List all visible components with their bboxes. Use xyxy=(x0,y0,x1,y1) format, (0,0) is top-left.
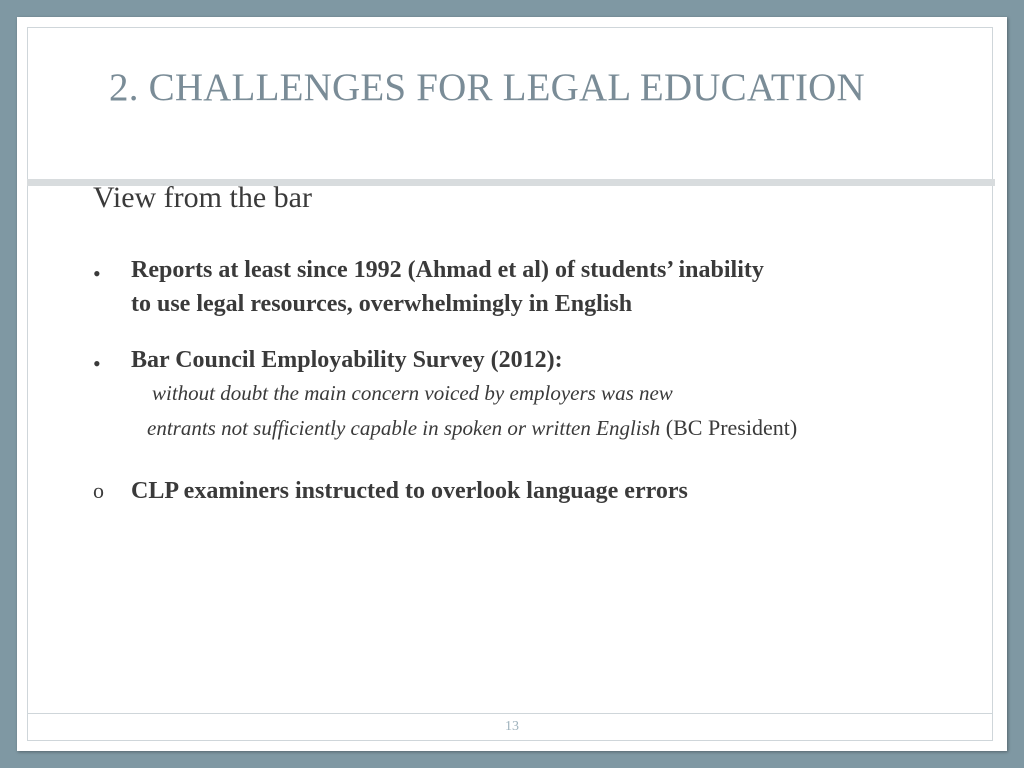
quote-line-2 xyxy=(147,415,797,441)
quote-attribution: (BC President) xyxy=(660,415,798,440)
footer-divider xyxy=(27,713,993,714)
bullet-marker: • xyxy=(93,261,101,286)
slide-subtitle: View from the bar xyxy=(93,181,312,214)
slide xyxy=(17,17,1007,751)
quote-line-1: without doubt the main concern voiced by employers was new xyxy=(152,381,673,405)
page-number: 13 xyxy=(505,719,519,734)
bullet-marker: • xyxy=(93,351,101,376)
bullet-text-line: Bar Council Employability Survey (2012): xyxy=(131,347,563,373)
bullet-text-line: to use legal resources, overwhelmingly in English xyxy=(131,291,633,317)
quote-text: entrants not sufficiently capable in spoken or written English xyxy=(147,416,661,440)
bullet-marker-circle: o xyxy=(93,478,104,503)
bullet-text-line: Reports at least since 1992 (Ahmad et al) of students’ inability xyxy=(131,257,764,283)
bullet-text-line: CLP examiners instructed to overlook language errors xyxy=(131,478,688,504)
slide-title: 2. CHALLENGES FOR LEGAL EDUCATION xyxy=(109,66,865,109)
